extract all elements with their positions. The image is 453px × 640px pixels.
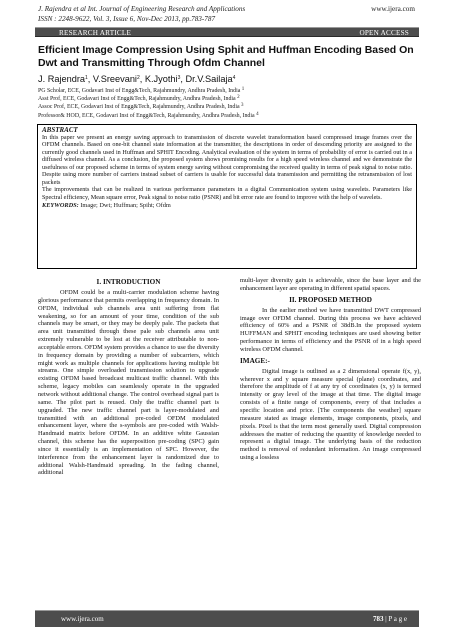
- proposed-method-paragraph: In the earlier method we have transmitted DWT compressed image over OFDM channel. During this process we have achieved efficiency of 60% and a PSNR of 38dB.In the proposed system HUFFMAN and SPHIT encoding techniques are used showing better performance in terms of efficiency and the PSNR of in a high speed wireless OFDM channel.: [240, 306, 421, 353]
- citation-line-2: ISSN : 2248-9622, Vol. 3, Issue 6, Nov-Dec 2013, pp.783-787: [38, 14, 216, 23]
- introduction-paragraph: OFDM could be a multi-carrier modulation scheme having glorious performance that permits overlapping in frequency domain. In OFDM, individual sub channels area unit suffering from flat weakening, so for an amount of your time, condition of the sub channels may be smart, or they may be deeply pale. The packets that area unit transmitted through these pale sub channels area unit extremely vulnerable to be lost at the receiver attributable to non-acceptable errors. OFDM system provides a chance to use the diversity in frequency domain by providing a number of subcarriers, which might work as multiple channels for applications having multiple bit streams. One simple overloaded transmission solution to upgrade existing OFDM based broadcast multicast traffic channel. With this scheme, legacy mobiles can seamlessly operate in the upgraded network without additional change. The control overhead signal part is same. The pilot part is reused. Only the traffic channel part is upgraded. The new traffic channel part is layer-modulated and transmitted with an additional pre-coded OFDM modulated enhancement layer, where the s-symbols are pre-coded with Walsh-Handmaid matrix before OFDM. In an additive white Gaussian channel, this scheme has the superposition pre-coding (SPC) gain since it essentially is an implementation of SPC. However, the interference from the enhancement layer is randomized due to additional Walsh-Handmaid spreading. In the fading channel, additional: [38, 289, 219, 477]
- left-column: [38, 277, 219, 480]
- author-1: J. Rajendra$^1$,: [38, 74, 93, 84]
- abstract-box: [37, 124, 417, 269]
- author-3: K.Jyothi$^3$,: [144, 74, 186, 84]
- abstract-heading: ABSTRACT: [42, 126, 78, 134]
- author-list: [38, 74, 418, 85]
- affiliation-4: Professor& HOD, ECE, Godavari Inst of Engg&Tech, Rajahmundry, Andhra Pradesh, India $^4$: [38, 111, 259, 119]
- citation-line-1: J. Rajendra et al Int. Journal of Engineering Research and Applications: [38, 5, 246, 13]
- affiliation-3: Assoc Prof, ECE, Godavari Inst of Engg&Tech, Rajahmundry, Andhra Pradesh, India $^3$: [38, 103, 244, 111]
- open-access-label: OPEN ACCESS: [359, 29, 409, 37]
- affiliation-list: [38, 87, 423, 120]
- footer-website-link[interactable]: www.ijera.com: [61, 615, 104, 623]
- page-footer: [35, 610, 419, 627]
- research-article-label: RESEARCH ARTICLE: [59, 29, 132, 37]
- image-paragraph: Digital image is outlined as a 2 dimensional operate f(x, y), wherever x and y square measure special (plane) coordinates, and therefore the amplitude of f at any try of coordinates (x, y) is termed intensity or gray level of the image at that time. The digital image consists of a finite range of components, every of that includes a specific location and price. [The components the weather] square measure stated as image elements, image components, pixels, and pixels. Pixel is that the term most generally used. Digital compression addresses the matter of reducing the quantity of knowledge needed to represent a digital image. The underlying basis of the reduction method is removal of redundant information. An image compressed using a lossless: [240, 367, 421, 462]
- page-number: 783 | P a g e: [373, 615, 407, 623]
- right-column: [240, 277, 421, 465]
- author-4: Dr.V.Sailaja$^4$: [185, 74, 236, 84]
- introduction-heading: I. INTRODUCTION: [96, 278, 161, 286]
- affiliation-2: Asst Prof, ECE, Godavari Inst of Engg&Tech, Rajahmundry, Andhra Pradesh, India $^2$: [38, 95, 240, 103]
- introduction-continued-paragraph: multi-layer diversity gain is achievable, since the base layer and the enhancement layer are operating in different spatial spaces.: [240, 277, 421, 292]
- author-2: V.Sreevani$^2$,: [92, 74, 145, 84]
- article-type-banner: [35, 27, 419, 37]
- affiliation-1: PG Scholar, ECE, Godavari Inst of Engg&Tech, Rajahmundry, Andhra Pradesh, India $^1$: [38, 87, 245, 94]
- journal-citation: [38, 5, 328, 24]
- keywords-label: KEYWORDS:: [42, 202, 79, 209]
- abstract-paragraph-2: The improvements that can be realized in various performance parameters in a digital Communication system using wavelets. Parameters like Spectral efficiency, Mean square error, Peak signal to noise ratio (PSNR) and bit error rate are found to improve with the help of wavelets.: [42, 187, 412, 201]
- keywords-line: [42, 202, 412, 210]
- paper-title: Efficient Image Compression Using Sphit and Huffman Encoding Based On Dwt and Transmitting Through Ofdm Channel: [38, 44, 414, 69]
- abstract-paragraph-1: In this paper we present an energy saving approach to transmission of discrete wavelet transformation based compressed image frames over the OFDM channels. Based on one-bit channel state information at the transmitter, the descriptions in order of descending priority are assigned to the currently good channels used in Huffman and SPHIT Encoding. Analytical evaluation of the system in terms of probability of error is carried out in a diffused wireless channel. As a conclusion, the proposed system shows promising results for a high speed wireless channel and we demonstrate the usefulness of our proposed scheme in terms of system energy saving without compromising the received quality in terms of peak signal to noise ratio. Despite using more number of carriers instead subset of carriers is usable for successful data transmission and permitting the retransmission of lost packets: [42, 134, 412, 186]
- image-heading: IMAGE:-: [240, 356, 270, 365]
- keywords-value: Image; Dwt; Huffman; Spiht; Ofdm: [78, 202, 171, 209]
- proposed-method-heading: II. PROPOSED METHOD: [289, 295, 372, 304]
- header-website-link[interactable]: www.ijera.com: [371, 5, 415, 13]
